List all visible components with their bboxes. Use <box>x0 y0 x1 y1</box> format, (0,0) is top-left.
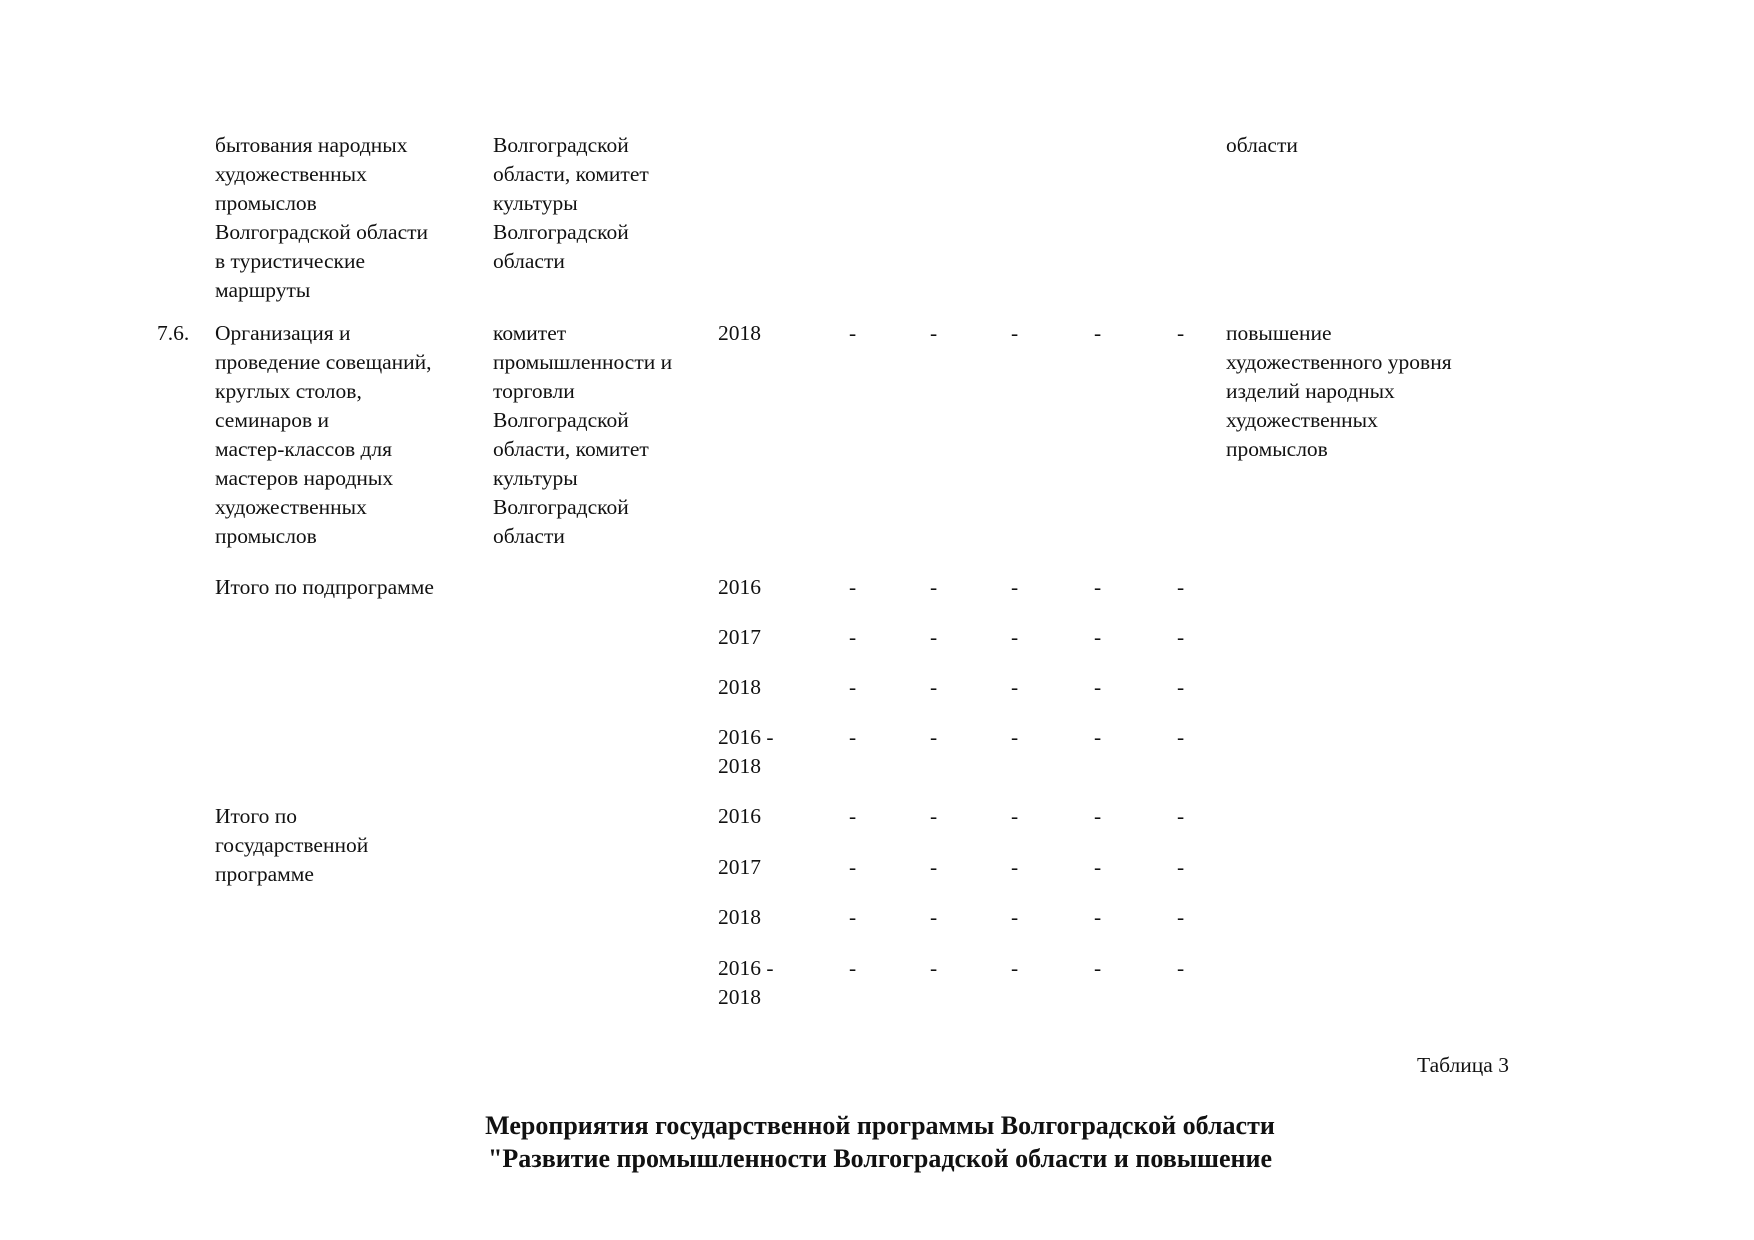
value-cell: - <box>1094 321 1102 345</box>
total-year: 2017 <box>718 855 761 879</box>
value-cell: - <box>930 956 938 980</box>
value-cell: - <box>1011 675 1019 699</box>
value-cell: - <box>849 804 857 828</box>
value-cell: - <box>1011 625 1019 649</box>
value-cell: - <box>1094 855 1102 879</box>
total-label: Итого по государственной программе <box>215 804 369 886</box>
table-label: Таблица 3 <box>1417 1053 1509 1077</box>
value-cell: - <box>1011 804 1019 828</box>
value-cell: - <box>1177 575 1185 599</box>
value-cell: - <box>1094 675 1102 699</box>
value-cell: - <box>1094 905 1102 929</box>
value-cell: - <box>1094 956 1102 980</box>
value-cell: - <box>1177 321 1185 345</box>
value-cell: - <box>1011 956 1019 980</box>
value-cell: - <box>849 956 857 980</box>
value-cell: - <box>1094 804 1102 828</box>
value-cell: - <box>849 855 857 879</box>
value-cell: - <box>930 855 938 879</box>
value-cell: - <box>1011 905 1019 929</box>
value-cell: - <box>930 725 938 749</box>
subtotal-label: Итого по подпрограмме <box>215 575 434 599</box>
value-cell: - <box>930 804 938 828</box>
row-year: 2018 <box>718 321 761 345</box>
value-cell: - <box>930 905 938 929</box>
value-cell: - <box>930 575 938 599</box>
total-year: 2016 - 2018 <box>718 956 774 1009</box>
value-cell: - <box>930 321 938 345</box>
value-cell: - <box>930 675 938 699</box>
value-cell: - <box>1177 905 1185 929</box>
value-cell: - <box>1177 956 1185 980</box>
section-title <box>0 1109 1754 1175</box>
value-cell: - <box>1177 855 1185 879</box>
value-cell: - <box>849 725 857 749</box>
value-cell: - <box>930 625 938 649</box>
value-cell: - <box>1011 725 1019 749</box>
subtotal-year: 2016 <box>718 575 761 599</box>
total-year: 2018 <box>718 905 761 929</box>
value-cell: - <box>849 675 857 699</box>
total-year: 2016 <box>718 804 761 828</box>
value-cell: - <box>1011 321 1019 345</box>
value-cell: - <box>1177 804 1185 828</box>
value-cell: - <box>1177 625 1185 649</box>
value-cell: - <box>1094 625 1102 649</box>
row-executor: Волгоградской области, комитет культуры Волгоградской области <box>493 133 649 273</box>
value-cell: - <box>849 625 857 649</box>
value-cell: - <box>1011 575 1019 599</box>
value-cell: - <box>849 905 857 929</box>
title-line: Мероприятия государственной программы Волгоградской области <box>485 1111 1275 1140</box>
value-cell: - <box>849 575 857 599</box>
row-name: бытования народных художественных промыслов Волгоградской области в туристические маршруты <box>215 133 429 302</box>
subtotal-year: 2016 - 2018 <box>718 725 774 778</box>
subtotal-year: 2018 <box>718 675 761 699</box>
value-cell: - <box>1094 575 1102 599</box>
title-line: "Развитие промышленности Волгоградской области и повышение <box>487 1144 1273 1173</box>
value-cell: - <box>1177 675 1185 699</box>
row-result: области <box>1226 133 1298 157</box>
value-cell: - <box>1011 855 1019 879</box>
row-result: повышение художественного уровня изделий народных художественных промыслов <box>1226 321 1452 461</box>
value-cell: - <box>1177 725 1185 749</box>
value-cell: - <box>849 321 857 345</box>
value-cell: - <box>1094 725 1102 749</box>
row-name: Организация и проведение совещаний, круглых столов, семинаров и мастер-классов для мастеров народных художественных промыслов <box>215 321 432 548</box>
row-executor: комитет промышленности и торговли Волгоградской области, комитет культуры Волгоградской области <box>493 321 673 548</box>
row-number: 7.6. <box>157 321 190 345</box>
subtotal-year: 2017 <box>718 625 761 649</box>
